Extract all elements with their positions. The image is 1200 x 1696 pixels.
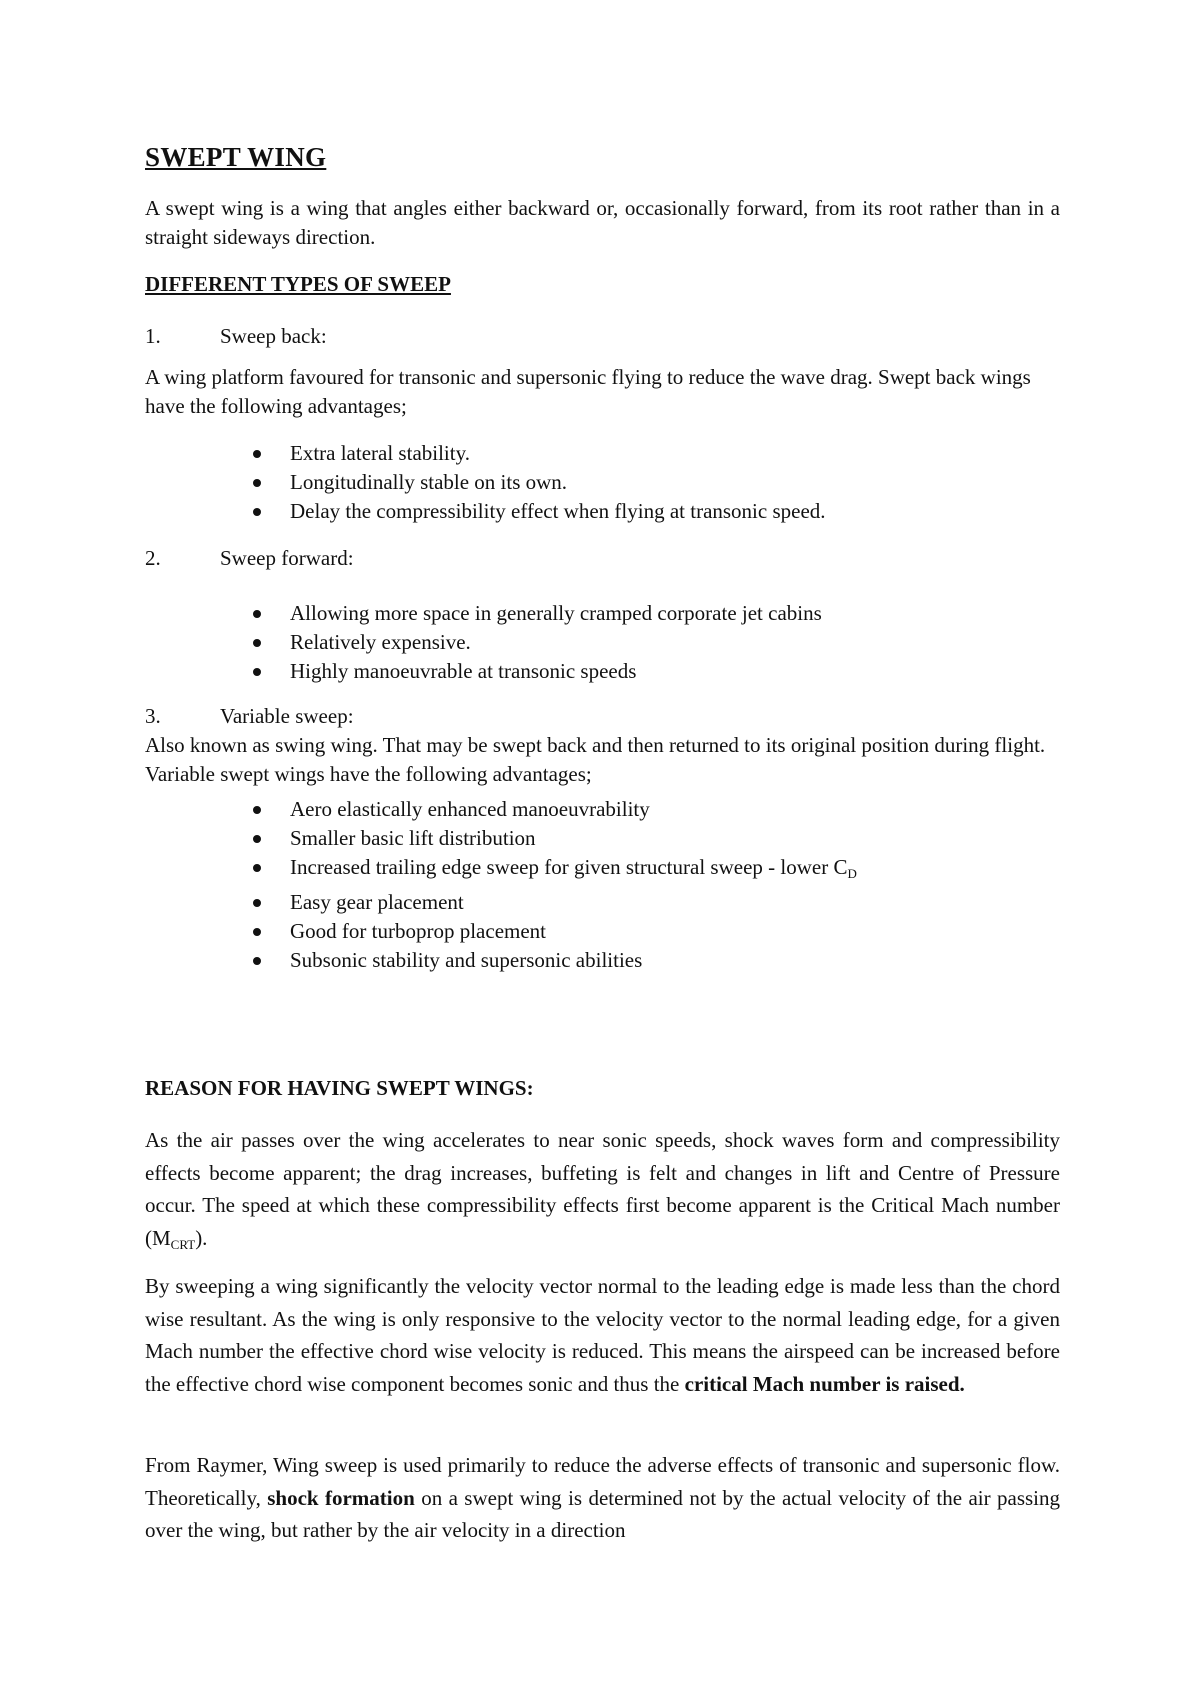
sweep-back-bullets bbox=[145, 439, 826, 526]
mcrt-subscript: CRT bbox=[170, 1236, 196, 1252]
list-item: Highly manoeuvrable at transonic speeds bbox=[145, 657, 822, 686]
sweep-back-description: A wing platform favoured for transonic and supersonic flying to reduce the wave drag. Swept back wings have the following advantages; bbox=[145, 365, 1031, 418]
reason-paragraph-1 bbox=[145, 1124, 1060, 1261]
reason-p2-bold: critical Mach number is raised. bbox=[684, 1371, 965, 1396]
sweep-forward-number: 2. bbox=[145, 546, 161, 570]
list-item: Delay the compressibility effect when flying at transonic speed. bbox=[145, 497, 826, 526]
sweep-forward-heading bbox=[145, 544, 1060, 573]
variable-sweep-number: 3. bbox=[145, 704, 161, 728]
variable-sweep-label: Variable sweep: bbox=[220, 704, 354, 728]
variable-sweep-description: Also known as swing wing. That may be swept back and then returned to its original position during flight. Variable swept wings have the following advantages; bbox=[145, 733, 1046, 786]
list-item: Aero elastically enhanced manoeuvrability bbox=[145, 795, 857, 824]
reason-p1-text: As the air passes over the wing accelerates to near sonic speeds, shock waves form and compressibility effects become apparent; the drag increases, buffeting is felt and changes in lift and Centre of Pressure occur. The speed at which these compressibility effects first become apparent is the Critical Mach number (M bbox=[145, 1128, 1060, 1250]
reason-paragraph-2 bbox=[145, 1270, 1060, 1400]
list-item: Relatively expensive. bbox=[145, 628, 822, 657]
list-item: Subsonic stability and supersonic abilities bbox=[145, 946, 857, 975]
cd-text: Increased trailing edge sweep for given structural sweep - lower C bbox=[290, 855, 848, 879]
reason-paragraph-3 bbox=[145, 1449, 1060, 1547]
reason-p1-end: ). bbox=[195, 1225, 208, 1250]
list-item: Extra lateral stability. bbox=[145, 439, 826, 468]
list-item: Allowing more space in generally cramped corporate jet cabins bbox=[145, 599, 822, 628]
list-item bbox=[145, 853, 857, 888]
sweep-back-label: Sweep back: bbox=[220, 324, 327, 348]
list-item: Longitudinally stable on its own. bbox=[145, 468, 826, 497]
page-title: SWEPT WING bbox=[145, 142, 327, 172]
sweep-back-number: 1. bbox=[145, 324, 161, 348]
reason-p3-start: From Raymer, Wing sweep is used primarily to reduce the adverse effects of transonic and supersonic flow. Theoretically, bbox=[145, 1453, 1060, 1510]
intro-paragraph: A swept wing is a wing that angles either backward or, occasionally forward, from its root rather than in a straight sideways direction. bbox=[145, 196, 1060, 249]
reason-p3-bold: shock formation bbox=[267, 1485, 415, 1510]
sweep-back-heading bbox=[145, 322, 1060, 351]
sweep-forward-label: Sweep forward: bbox=[220, 546, 354, 570]
list-item: Good for turboprop placement bbox=[145, 917, 857, 946]
sweep-forward-bullets bbox=[145, 599, 822, 686]
list-item: Smaller basic lift distribution bbox=[145, 824, 857, 853]
variable-sweep-heading bbox=[145, 702, 1060, 731]
list-item: Easy gear placement bbox=[145, 888, 857, 917]
variable-sweep-bullets bbox=[145, 795, 857, 975]
cd-subscript: D bbox=[847, 866, 857, 881]
reason-heading: REASON FOR HAVING SWEPT WINGS: bbox=[145, 1076, 534, 1100]
reason-p3-end: on a swept wing is determined not by the actual velocity of the air passing over the wing, but rather by the air velocity in a direction bbox=[145, 1485, 1061, 1542]
reason-p2-text: By sweeping a wing significantly the velocity vector normal to the leading edge is made less than the chord wise resultant. As the wing is only responsive to the velocity vector to the normal leading edge, for a given Mach number the effective chord wise velocity is reduced. This means the airspeed can be increased before the effective chord wise component becomes sonic and thus the bbox=[145, 1274, 1060, 1396]
types-heading: DIFFERENT TYPES OF SWEEP bbox=[145, 272, 451, 296]
